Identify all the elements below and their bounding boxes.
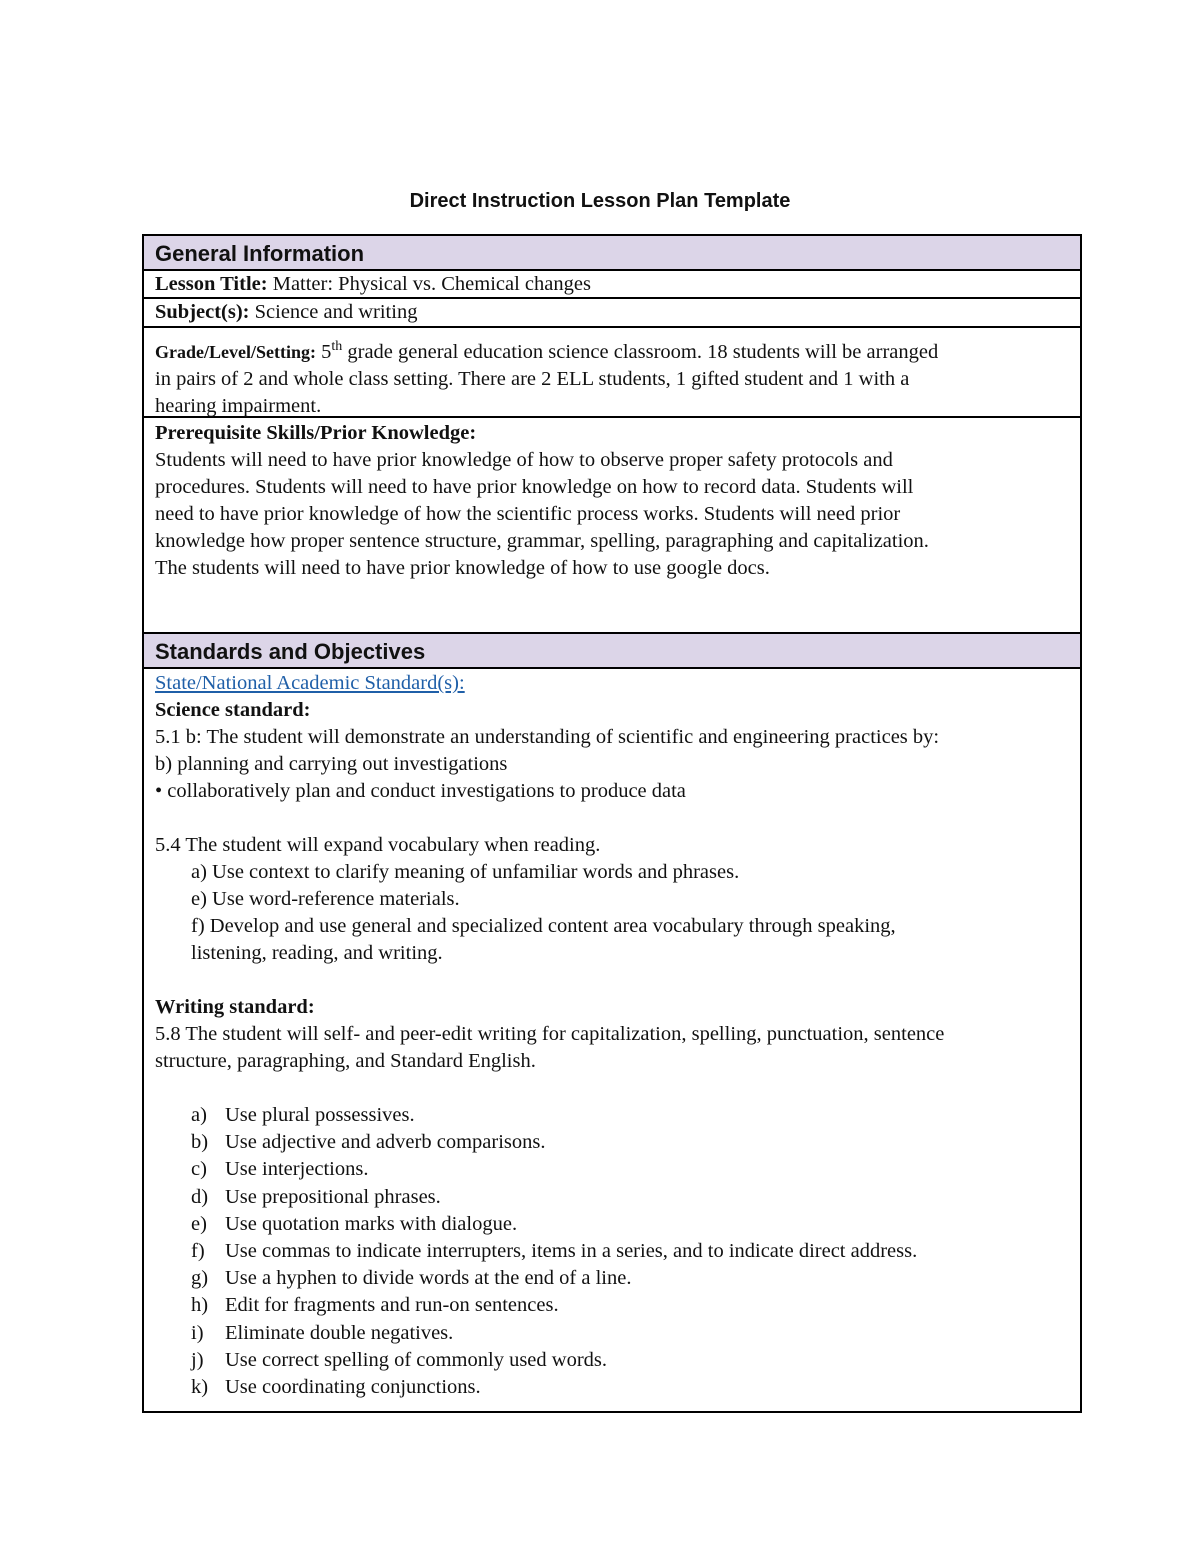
- prereq-line: Students will need to have prior knowledge of how to observe proper safety protocols and: [155, 449, 893, 471]
- science-standard-label: Science standard:: [155, 699, 311, 721]
- subjects-label: Subject(s):: [155, 301, 250, 323]
- grade-level-setting-row: [144, 328, 1080, 418]
- list-item: a) Use plural possessives.: [191, 1104, 415, 1126]
- standards-content: [144, 669, 1080, 1411]
- lesson-plan-table: [142, 234, 1082, 1413]
- list-item: d) Use prepositional phrases.: [191, 1185, 441, 1208]
- science-line: 5.1 b: The student will demonstrate an understanding of scientific and engineering practices by:: [155, 726, 940, 748]
- list-item: b) Use adjective and adverb comparisons.: [191, 1131, 546, 1154]
- grade-text-line1: grade general education science classroom. 18 students will be arranged: [342, 341, 939, 363]
- writing-intro-line2: structure, paragraphing, and Standard English.: [155, 1050, 536, 1072]
- vocab-item: e) Use word-reference materials.: [191, 888, 460, 910]
- list-item: g) Use a hyphen to divide words at the end of a line.: [191, 1267, 632, 1290]
- standards-link[interactable]: State/National Academic Standard(s):: [155, 672, 465, 694]
- prereq-line: The students will need to have prior knowledge of how to use google docs.: [155, 557, 770, 579]
- prereq-line: procedures. Students will need to have prior knowledge on how to record data. Students will: [155, 476, 914, 498]
- writing-items-list: [155, 1102, 1069, 1401]
- section-header-standards-objectives: Standards and Objectives: [144, 634, 1080, 669]
- lesson-title-label: Lesson Title:: [155, 273, 268, 295]
- writing-intro-line1: 5.8 The student will self- and peer-edit writing for capitalization, spelling, punctuation, sentence: [155, 1023, 945, 1045]
- section-header-general-information: General Information: [144, 236, 1080, 271]
- prerequisite-skills-row: [144, 418, 1080, 634]
- subjects-value: Science and writing: [249, 301, 418, 323]
- vocab-item: f) Develop and use general and specialized content area vocabulary through speaking,: [191, 915, 896, 937]
- list-item: i) Eliminate double negatives.: [191, 1321, 454, 1344]
- list-item: j) Use correct spelling of commonly used words.: [191, 1348, 608, 1371]
- vocab-item: a) Use context to clarify meaning of unfamiliar words and phrases.: [191, 861, 740, 883]
- lesson-title-value: Matter: Physical vs. Chemical changes: [267, 273, 591, 295]
- list-item: h) Edit for fragments and run-on sentences.: [191, 1294, 559, 1317]
- grade-number: 5: [315, 341, 332, 363]
- grade-text-line3: hearing impairment.: [155, 395, 322, 417]
- science-line: • collaboratively plan and conduct investigations to produce data: [155, 780, 686, 802]
- prereq-label: Prerequisite Skills/Prior Knowledge:: [155, 422, 477, 444]
- grade-label: Grade/Level/Setting:: [155, 342, 316, 362]
- writing-standard-label: Writing standard:: [155, 996, 315, 1018]
- list-item: f) Use commas to indicate interrupters, items in a series, and to indicate direct address.: [191, 1240, 918, 1263]
- document-title: Direct Instruction Lesson Plan Template: [409, 190, 791, 212]
- prereq-line: knowledge how proper sentence structure, grammar, spelling, paragraphing and capitalization.: [155, 530, 929, 552]
- vocab-item: listening, reading, and writing.: [191, 942, 443, 964]
- prereq-line: need to have prior knowledge of how the scientific process works. Students will need prior: [155, 503, 901, 525]
- science-line: b) planning and carrying out investigations: [155, 753, 508, 775]
- vocab-intro: 5.4 The student will expand vocabulary when reading.: [155, 834, 601, 856]
- list-item: c) Use interjections.: [191, 1158, 369, 1181]
- lesson-title-row: [144, 271, 1080, 299]
- grade-suffix: th: [331, 339, 343, 354]
- subjects-row: [144, 299, 1080, 328]
- list-item: e) Use quotation marks with dialogue.: [191, 1212, 518, 1235]
- list-item: k) Use coordinating conjunctions.: [191, 1376, 481, 1399]
- grade-text-line2: in pairs of 2 and whole class setting. There are 2 ELL students, 1 gifted student and 1 with a: [155, 368, 910, 390]
